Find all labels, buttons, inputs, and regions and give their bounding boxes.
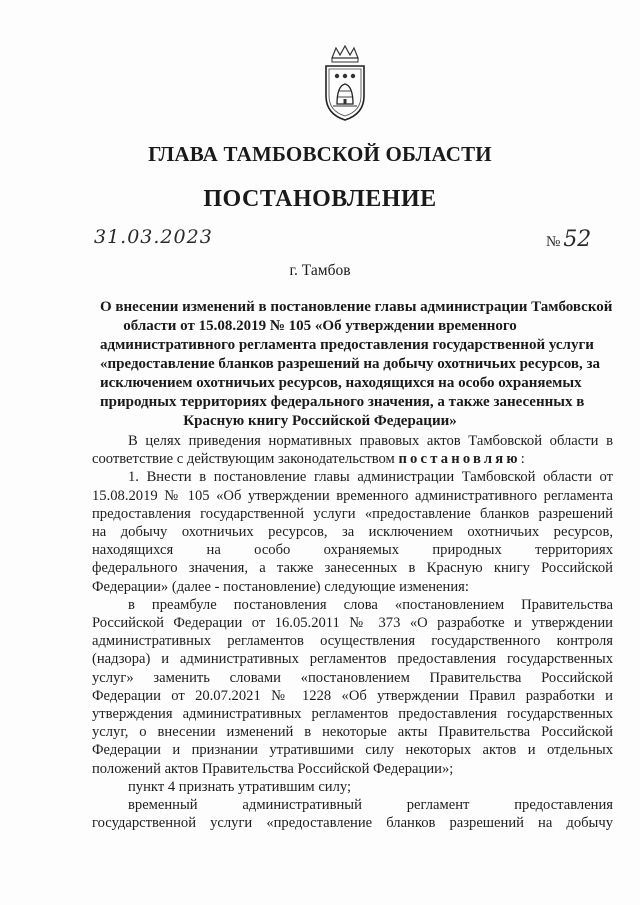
body-line: услуг» заменить словами «постановлением Правительства Российской	[92, 669, 613, 686]
body-line: услуг, о внесении изменений в некоторые акты Правительства Российской	[92, 724, 613, 741]
document-number	[546, 227, 591, 252]
body-line: Российской Федерации от 16.05.2011 № 373 «О разработке и утверждении	[92, 615, 613, 632]
body-line: Федерации и признании утратившими силу некоторых актов и отдельных	[92, 742, 613, 759]
document-subject	[100, 298, 613, 431]
body-line: В целях приведения нормативных правовых актов Тамбовской области в	[128, 433, 613, 449]
subject-line: исключением охотничьих ресурсов, находящихся на особо охраняемых	[100, 375, 582, 391]
subject-line: «предоставление бланков разрешений на добычу охотничьих ресурсов, за	[100, 356, 600, 372]
issuing-authority: ГЛАВА ТАМБОВСКОЙ ОБЛАСТИ	[148, 142, 492, 166]
body-line: находящихся на особо охраняемых природных территориях	[92, 542, 613, 559]
body-text-fragment: :	[520, 451, 525, 468]
body-line: утверждения административных регламентов предоставления государственных	[92, 706, 613, 723]
spaced-emphasis: постановляю	[398, 451, 521, 468]
subject-line: области от 15.08.2019 № 105 «Об утверждении временного	[123, 318, 517, 334]
body-line: Федерации» (далее - постановление) следующие изменения:	[92, 578, 469, 595]
number-sign: №	[546, 234, 561, 250]
document-body	[92, 432, 613, 832]
body-line: в преамбуле постановления слова «постановлением Правительства	[128, 596, 613, 613]
body-line: предоставления государственной услуги «предоставление бланков разрешений	[92, 505, 613, 522]
body-line: на добычу охотничьих ресурсов, за исключением охотничьих ресурсов,	[92, 524, 613, 541]
body-line: 15.08.2019 № 105 «Об утверждении временного административного регламента	[92, 487, 613, 504]
body-line: (надзора) и административных регламентов предоставления государственных	[92, 651, 613, 668]
document-date: 31.03.2023	[94, 226, 213, 248]
subject-line: Красную книгу Российской Федерации»	[183, 413, 457, 429]
body-line: государственной услуги «предоставление бланков разрешений на добычу	[92, 815, 613, 832]
city-line: г. Тамбов	[289, 262, 351, 279]
subject-line: природных территориях федерального значения, а также занесенных в	[100, 394, 585, 410]
body-text-fragment: соответствие с действующим законодательством	[92, 451, 395, 468]
body-line: 1. Внести в постановление главы администрации Тамбовской области от	[128, 469, 613, 486]
number-value: 52	[563, 227, 592, 252]
body-line: административных регламентов осуществления государственного контроля	[92, 633, 613, 650]
document-type-title: ПОСТАНОВЛЕНИЕ	[203, 186, 437, 212]
body-line: федерального значения, а также занесенных в Красную книгу Российской	[92, 560, 613, 577]
body-line: временный административный регламент предоставления	[128, 797, 613, 814]
body-line: Федерации от 20.07.2021 № 1228 «Об утверждении Правил разработки и	[92, 687, 613, 704]
body-line	[92, 450, 613, 468]
subject-line: О внесении изменений в постановление главы администрации Тамбовской	[100, 299, 613, 315]
subject-line: административного регламента предоставления государственной услуги	[100, 337, 594, 353]
coat-of-arms-icon	[318, 44, 372, 124]
body-line: пункт 4 признать утратившим силу;	[128, 778, 352, 795]
body-line: положений актов Правительства Российской Федерации»;	[92, 760, 454, 777]
